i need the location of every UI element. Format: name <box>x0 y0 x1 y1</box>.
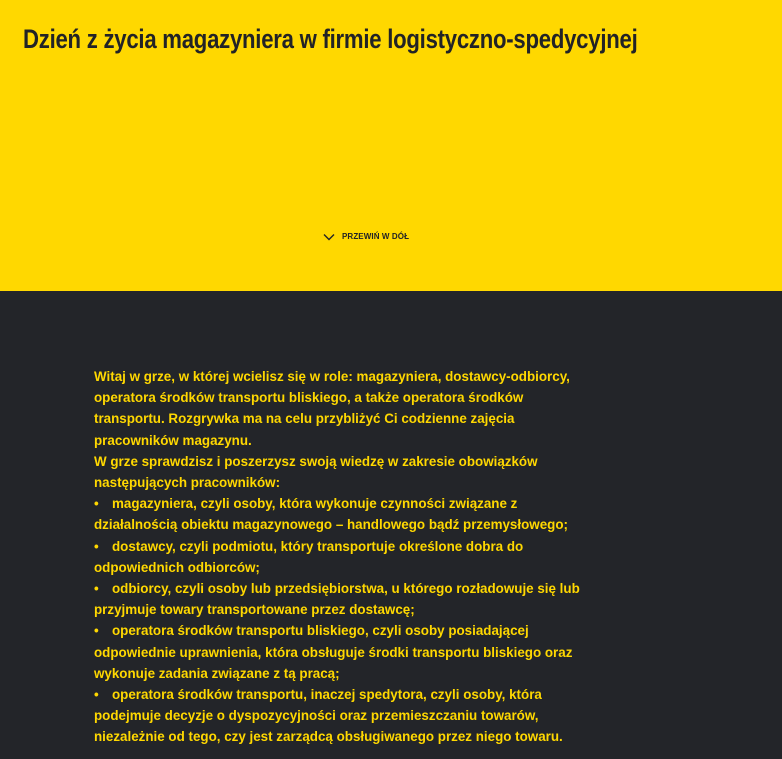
scroll-down-label: PRZEWIŃ W DÓŁ <box>342 232 410 241</box>
game-description <box>94 366 584 748</box>
scroll-down-button[interactable] <box>323 232 409 241</box>
chevron-down-icon <box>323 233 335 241</box>
list-item-text: operatora środków transportu, inaczej spedytora, czyli osoby, która podejmuje decyzje o dyspozycyjności oraz przemieszczaniu towarów, niezależnie od tego, czy jest zarządcą obsługiwanego przez niego towaru. <box>94 687 563 745</box>
list-item-text: operatora środków transportu bliskiego, czyli osoby posiadającej odpowiednie uprawnienia, która obsługuje środki transportu bliskiego oraz wykonuje zadania związane z tą pracą; <box>94 623 573 681</box>
intro-paragraph: Witaj w grze, w której wcielisz się w role: magazyniera, dostawcy-odbiorcy, operatora środków transportu bliskiego, a także operatora środków transportu. Rozgrywka ma na celu przybliżyć Ci codzienne zajęcia pracowników magazynu. <box>94 369 570 448</box>
page-title: Dzień z życia magazyniera w firmie logistyczno-spedycyjnej <box>23 24 638 54</box>
bullet-icon: • <box>94 538 99 554</box>
list-item <box>94 578 584 620</box>
content-section <box>0 291 782 759</box>
bullet-icon: • <box>94 496 99 512</box>
list-item-text: magazyniera, czyli osoby, która wykonuje czynności związane z działalnością obiektu magazynowego – handlowego bądź przemysłowego; <box>94 496 568 533</box>
hero-section <box>0 0 782 291</box>
list-item <box>94 536 584 578</box>
list-item <box>94 684 584 748</box>
bullet-icon: • <box>94 687 99 703</box>
list-item-text: odbiorcy, czyli osoby lub przedsiębiorstwa, u którego rozładowuje się lub przyjmuje towary transportowane przez dostawcę; <box>94 581 580 618</box>
list-item-text: dostawcy, czyli podmiotu, który transportuje określone dobra do odpowiednich odbiorców; <box>94 538 524 575</box>
list-item <box>94 620 584 684</box>
lead-paragraph: W grze sprawdzisz i poszerzysz swoją wiedzę w zakresie obowiązków następujących pracowników: <box>94 453 538 491</box>
bullet-icon: • <box>94 623 99 639</box>
bullet-icon: • <box>94 581 99 597</box>
list-item <box>94 493 584 535</box>
